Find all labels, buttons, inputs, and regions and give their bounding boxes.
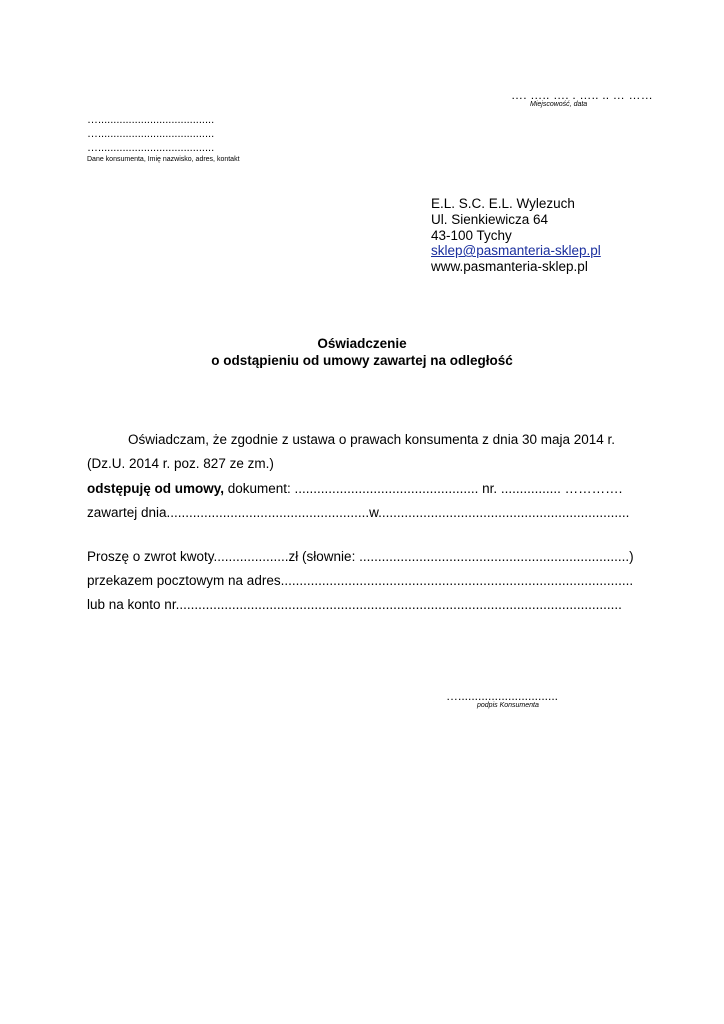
signature-caption: podpis Konsumenta: [477, 702, 539, 709]
shop-city: 43-100 Tychy: [431, 228, 512, 243]
document-number-field[interactable]: dokument: ................................................. nr. ................ ………….: [224, 481, 623, 496]
withdrawal-bold-text: odstępuję od umowy,: [87, 481, 225, 496]
refund-amount-field[interactable]: Proszę o zwrot kwoty....................zł (słownie: ........................................................................): [87, 549, 634, 564]
consumer-line-3[interactable]: …......................................: [87, 142, 215, 154]
document-subtitle: o odstąpieniu od umowy zawartej na odległość: [211, 353, 513, 368]
document-title: Oświadczenie: [317, 336, 407, 351]
shop-street: Ul. Sienkiewicza 64: [431, 212, 549, 227]
shop-website: www.pasmanteria-sklep.pl: [431, 259, 588, 274]
shop-name: E.L. S.C. E.L. Wylezuch: [431, 196, 575, 211]
consumer-line-1[interactable]: …......................................: [87, 114, 215, 126]
postal-address-field[interactable]: przekazem pocztowym na adres..............................................................................................: [87, 573, 634, 588]
place-date-field[interactable]: …. ….. …. . ….. .. … ……: [511, 88, 653, 102]
statement-line-1: Oświadczam, że zgodnie z ustawa o prawach konsumenta z dnia 30 maja 2014 r.: [128, 432, 616, 447]
contract-date-place-field[interactable]: zawartej dnia......................................................w...................................................................: [87, 505, 630, 520]
consumer-line-2[interactable]: …......................................: [87, 128, 215, 140]
place-date-caption: Miejscowość, data: [530, 101, 588, 108]
statement-line-2: (Dz.U. 2014 r. poz. 827 ze zm.): [87, 456, 274, 471]
shop-email-link[interactable]: sklep@pasmanteria-sklep.pl: [431, 243, 601, 258]
bank-account-field[interactable]: lub na konto nr.......................................................................................................................: [87, 597, 622, 612]
signature-field[interactable]: …..............................: [446, 689, 559, 703]
consumer-caption: Dane konsumenta, Imię nazwisko, adres, kontakt: [87, 156, 240, 163]
statement-line-3[interactable]: [87, 481, 622, 496]
